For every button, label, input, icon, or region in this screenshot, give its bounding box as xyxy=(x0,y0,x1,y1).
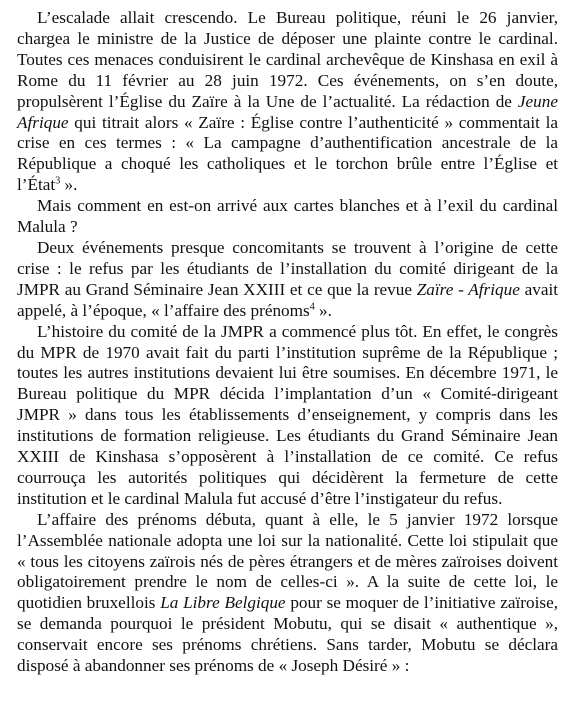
text-run: avait appelé, à l’époque, « l’affaire des prénoms xyxy=(17,279,559,320)
text-run: L’histoire du comité de la JMPR a commencé plus tôt. En effet, le congrès du MPR de 1970 avait fait du parti l’institution suprême de la République ; toutes les autres institutions devaient lui être soumises. En décembre 1971, le Bureau politique du MPR décida l’implantation d’un « Comité-dirigeant JMPR » dans tous les établissements d’enseignement, y compris dans les institutions de formation religieuse. Les étudiants du Grand Séminaire Jean XXIII de Kinshasa s’opposèrent à l’installation de ce comité. Ce refus courrouça les autorités politiques qui décidèrent la fermeture de cette institution et le cardinal Malula fut accusé d’être l’instigateur du refus. xyxy=(17,321,558,508)
paragraph-affaire-prenoms xyxy=(17,510,558,677)
footnote-ref: 4 xyxy=(309,300,315,312)
text-run: Deux événements presque concomitants se trouvent à l’origine de cette crise : le refus par les étudiants de l’installation du comité dirigeant de la JMPR au Grand Séminaire Jean XXIII et ce que la revue xyxy=(17,237,558,299)
text-run: Mais comment en est-on arrivé aux cartes blanches et à l’exil du cardinal Malula ? xyxy=(17,196,558,237)
text-run: ». xyxy=(60,175,78,195)
paragraph-question xyxy=(17,196,558,238)
text-run: L’affaire des prénoms débuta, quant à elle, le 5 janvier 1972 lorsque l’Assemblée nationale adopta une loi sur la nationalité. Cette loi stipulait que « tous les citoyens zaïrois nés de pères étrangers et de mères zaïroises doivent obligatoirement prendre le nom de celles-ci ». A la suite de cette loi, le quotidien bruxellois xyxy=(17,509,558,613)
text-run: L’escalade allait crescendo. Le Bureau politique, réuni le 26 janvier, chargea le ministre de la Justice de déposer une plainte contre le cardinal. Toutes ces menaces conduisirent le cardinal archevêque de Kinshasa en exil à Rome du 11 février au 28 juin 1972. Ces événements, on s’en doute, propulsèrent l’Église du Zaïre à la Une de l’actualité. La rédaction de xyxy=(17,8,558,111)
footnote-ref: 3 xyxy=(55,175,61,187)
paragraph-escalade xyxy=(17,8,558,196)
italic-title: Jeune Afrique xyxy=(17,91,558,132)
text-run: pour se moquer de l’initiative zaïroise, se demanda pourquoi le président Mobutu, qui se disait « authentique », conservait encore ses prénoms chrétiens. Sans tarder, Mobutu se déclara disposé à abandonner ses prénoms de « Joseph Désiré » : xyxy=(17,593,558,676)
italic-title: Zaïre - Afrique xyxy=(416,279,520,299)
text-run: qui titrait alors « Zaïre : Église contre l’authenticité » commentait la crise en ces termes : « La campagne d’authentification ancestrale de la République a choqué les catholiques et le torchon brûle entre l’Église et l’État xyxy=(17,112,558,195)
italic-title: La Libre Belgique xyxy=(160,593,286,613)
paragraph-deux-evenements xyxy=(17,238,558,322)
paragraph-histoire-comite xyxy=(17,322,558,510)
text-run: ». xyxy=(314,300,332,320)
